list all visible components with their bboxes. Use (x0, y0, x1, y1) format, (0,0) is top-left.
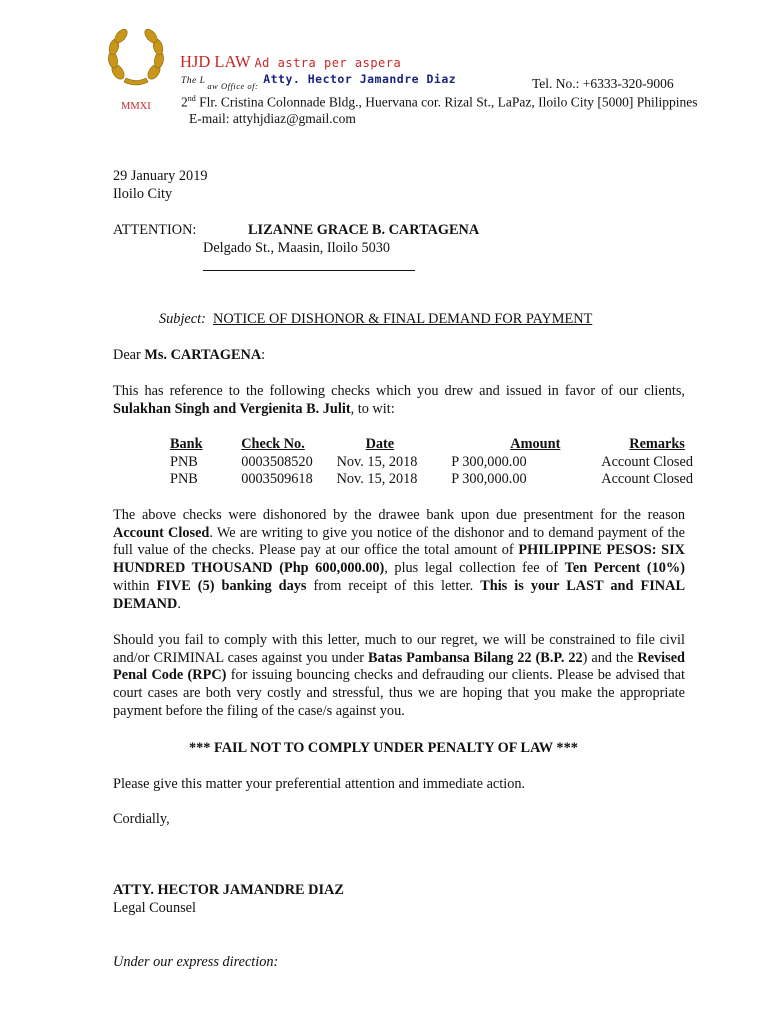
cell-date: Nov. 15, 2018 (336, 471, 418, 488)
address-floor: 2 (181, 94, 188, 110)
p3-c: ) and the (582, 649, 638, 666)
salutation (113, 347, 265, 364)
p2-e: , plus legal collection fee of (384, 560, 565, 577)
cell-check-no: 0003508520 (241, 453, 313, 470)
cell-remarks: Account Closed (601, 453, 693, 470)
p2-i: from receipt of this letter. (306, 577, 481, 594)
table-header-row (113, 436, 693, 454)
salutation-suffix: : (261, 347, 266, 363)
telephone: Tel. No.: +6333-320-9006 (532, 76, 674, 91)
p2-k: . (177, 595, 181, 612)
salutation-name: Ms. CARTAGENA (144, 347, 262, 363)
attention-label: ATTENTION: (113, 222, 197, 238)
office-prefix: The (181, 76, 197, 86)
header-remarks: Remarks (629, 436, 685, 453)
p3-a: Should you fail to comply with this letter, much to our regret, we will be constrained to file civil and/or CRIMINAL cases against you under (113, 632, 685, 666)
p2-g: within (113, 577, 157, 594)
subject-text: NOTICE OF DISHONOR & FINAL DEMAND FOR PAYMENT (213, 311, 593, 327)
address-sup: nd (187, 94, 196, 103)
p2-d: PHILIPPINE PESOS: SIX HUNDRED THOUSAND (Php 600,000.00) (113, 542, 685, 577)
office-rest: aw Office of: (207, 81, 259, 91)
cell-remarks: Account Closed (601, 471, 693, 488)
penalty-warning: *** FAIL NOT TO COMPLY UNDER PENALTY OF LAW *** (189, 740, 578, 756)
header-check-no: Check No. (241, 436, 305, 453)
cell-amount: P 300,000.00 (451, 453, 527, 470)
header-bank: Bank (170, 436, 203, 453)
header-date: Date (365, 436, 395, 453)
signatory-name: ATTY. HECTOR JAMANDRE DIAZ (113, 882, 344, 898)
office-line (181, 72, 457, 91)
intro-paragraph (113, 383, 685, 418)
letter-date: 29 January 2019 (113, 168, 208, 184)
cell-amount: P 300,000.00 (451, 471, 527, 488)
p3-b: Batas Pambansa Bilang 22 (B.P. 22 (368, 649, 583, 666)
addressee-name: LIZANNE GRACE B. CARTAGENA (248, 222, 480, 238)
intro-end: , to wit: (350, 400, 395, 417)
office-email: E-mail: attyhjdiaz@gmail.com (189, 111, 356, 126)
intro-clients: Sulakhan Singh and Vergienita B. Julit (113, 400, 351, 417)
letter-city: Iloilo City (113, 186, 173, 202)
subject-label: Subject: (159, 311, 206, 327)
p3-d: Revised Penal Code (RPC) (113, 649, 685, 684)
p2-j: This is your LAST and FINAL DEMAND (113, 577, 685, 612)
closing: Cordially, (113, 811, 170, 827)
attorney-header: Atty. Hector Jamandre Diaz (263, 72, 457, 86)
firm-motto: Ad astra per aspera (254, 56, 402, 70)
dishonor-paragraph (113, 507, 685, 613)
subject-line (159, 311, 592, 328)
table-row (113, 454, 693, 472)
cell-bank: PNB (170, 453, 198, 470)
p3-e: for issuing bouncing checks and defrauding our clients. Please be advised that court cases are both very costly and stressful, thus we are hoping that you make the appropriate payment before the filing of the case/s against you. (113, 667, 685, 719)
closing-request: Please give this matter your preferential attention and immediate action. (113, 776, 526, 792)
cell-date: Nov. 15, 2018 (336, 453, 418, 470)
header-amount: Amount (510, 436, 561, 453)
addressee-address: Delgado St., Maasin, Iloilo 5030 (203, 240, 391, 256)
p2-h: FIVE (5) banking days (156, 577, 307, 594)
p2-f: Ten Percent (10%) (564, 560, 685, 577)
signatory-title: Legal Counsel (113, 900, 196, 916)
p2-b: Account Closed (113, 524, 210, 541)
firm-name: HJD LAW (180, 52, 251, 71)
intro-text: This has reference to the following checks which you drew and issued in favor of our clients, (113, 383, 685, 399)
laurel-wreath-logo (106, 26, 166, 88)
cell-check-no: 0003509618 (241, 471, 313, 488)
checks-table (113, 436, 693, 489)
year-mark: MMXI (121, 101, 151, 112)
address-underline (203, 270, 415, 271)
legal-action-paragraph (113, 632, 685, 721)
firm-name-line (180, 52, 401, 72)
p2-a: The above checks were dishonored by the drawee bank upon due presentment for the reason (113, 507, 685, 523)
office-l: L (199, 76, 206, 86)
office-address (181, 94, 697, 111)
express-direction: Under our express direction: (113, 954, 279, 970)
salutation-prefix: Dear (113, 347, 145, 363)
cell-bank: PNB (170, 471, 198, 488)
address-rest: Flr. Cristina Colonnade Bldg., Huervana cor. Rizal St., LaPaz, Iloilo City [5000] Philippines (195, 94, 698, 110)
table-row (113, 471, 693, 489)
p2-c: . We are writing to give you notice of the dishonor and to demand payment of the full value of the checks. Please pay at our office the total amount of (113, 524, 685, 559)
